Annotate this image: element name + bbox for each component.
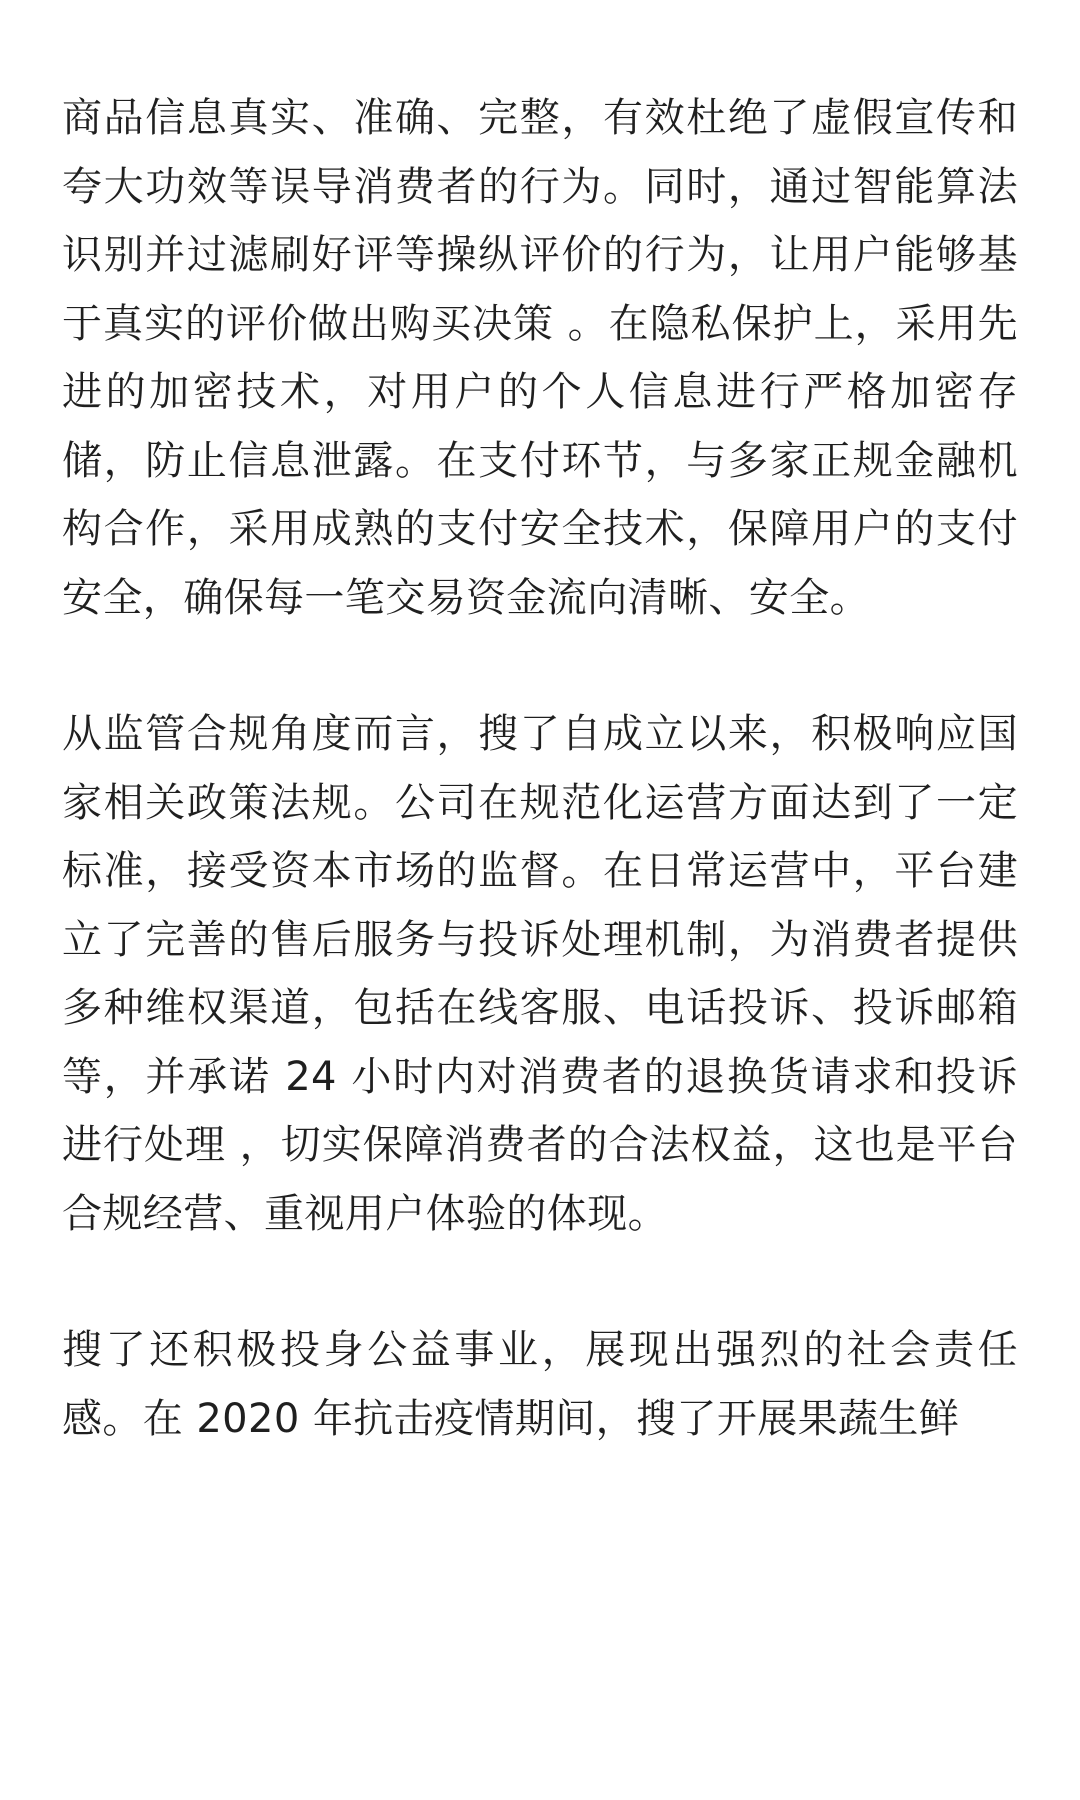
paragraph-privacy-payment: 商品信息真实、准确、完整，有效杜绝了虚假宣传和夸大功效等误导消费者的行为。同时，通过智能算法识别并过滤刷好评等操纵评价的行为，让用户能够基于真实的评价做出购买决策 。在隐私保护上，采用先进的加密技术，对用户的个人信息进行严格加密存储，防止信息泄露。在支付环节，与多家正规金融机构合作，采用成熟的支付安全技术，保障用户的支付安全，确保每一笔交易资金流向清晰、安全。 <box>62 95 1018 621</box>
paragraph-public-welfare: 搜了还积极投身公益事业，展现出强烈的社会责任感。在 2020 年抗击疫情期间，搜了开展果蔬生鲜 <box>62 1327 1018 1442</box>
article-body <box>62 84 1018 1453</box>
paragraph-compliance: 从监管合规角度而言，搜了自成立以来，积极响应国家相关政策法规。公司在规范化运营方面达到了一定标准，接受资本市场的监督。在日常运营中，平台建立了完善的售后服务与投诉处理机制，为消费者提供多种维权渠道，包括在线客服、电话投诉、投诉邮箱等，并承诺 24 小时内对消费者的退换货请求和投诉进行处理 ，切实保障消费者的合法权益，这也是平台合规经营、重视用户体验的体现。 <box>62 711 1018 1237</box>
